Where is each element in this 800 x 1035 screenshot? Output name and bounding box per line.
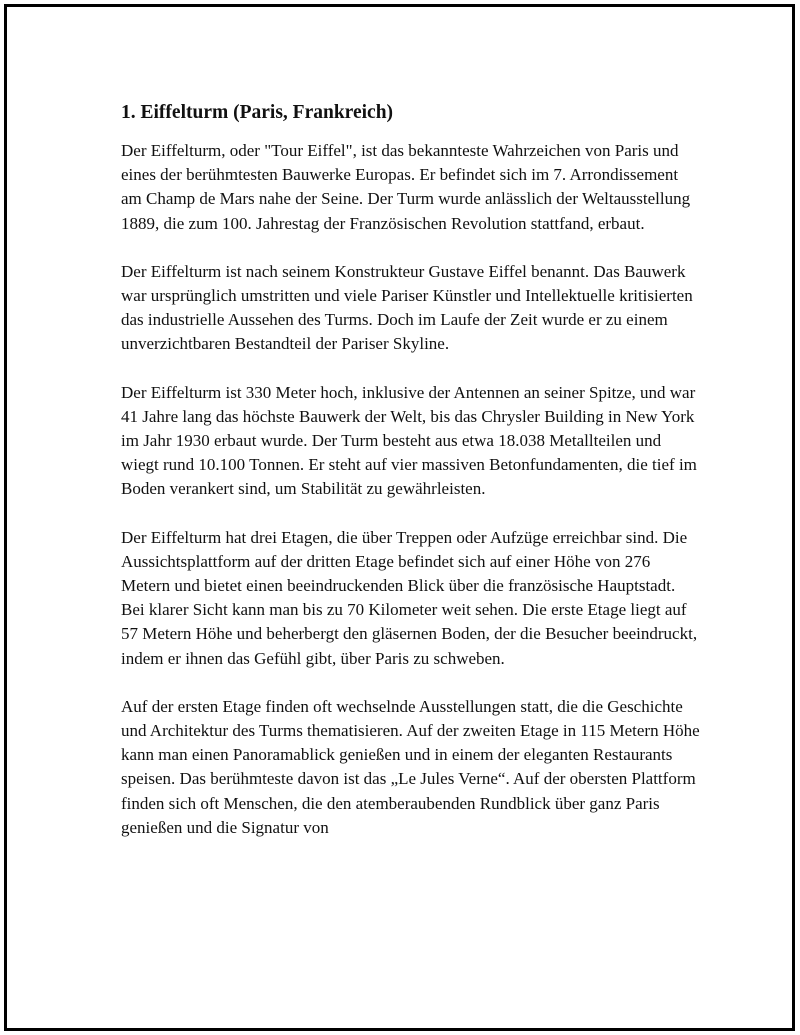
page-frame: [4, 4, 795, 1031]
document-heading: 1. Eiffelturm (Paris, Frankreich): [121, 102, 394, 123]
paragraph-4: Der Eiffelturm hat drei Etagen, die über Treppen oder Aufzüge erreichbar sind. Die Aussichtsplattform auf der dritten Etage befindet sich auf einer Höhe von 276 Metern und bietet einen beeindruckenden Blick über die französische Hauptstadt. Bei klarer Sicht kann man bis zu 70 Kilometer weit sehen. Die erste Etage liegt auf 57 Metern Höhe und beherbergt den gläsernen Boden, der die Besucher beeindruckt, indem er ihnen das Gefühl gibt, über Paris zu schweben.: [121, 527, 698, 668]
paragraph-1: Der Eiffelturm, oder "Tour Eiffel", ist das bekannteste Wahrzeichen von Paris und eines der berühmtesten Bauwerke Europas. Er befindet sich im 7. Arrondissement am Champ de Mars nahe der Seine. Der Turm wurde anlässlich der Weltausstellung 1889, die zum 100. Jahrestag der Französischen Revolution stattfand, erbaut.: [121, 141, 691, 233]
paragraph-3: Der Eiffelturm ist 330 Meter hoch, inklusive der Antennen an seiner Spitze, und war 41 Jahre lang das höchste Bauwerk der Welt, bis das Chrysler Building in New York im Jahr 1930 erbaut wurde. Der Turm besteht aus etwa 18.038 Metallteilen und wiegt rund 10.100 Tonnen. Er steht auf vier massiven Betonfundamenten, die tief im Boden verankert sind, um Stabilität zu gewährleisten.: [121, 382, 697, 499]
paragraph-2: Der Eiffelturm ist nach seinem Konstrukteur Gustave Eiffel benannt. Das Bauwerk war ursprünglich umstritten und viele Pariser Künstler und Intellektuelle kritisierten das industrielle Aussehen des Turms. Doch im Laufe der Zeit wurde er zu einem unverzichtbaren Bestandteil der Pariser Skyline.: [121, 261, 693, 354]
document-body: [121, 100, 701, 864]
paragraph-5: Auf der ersten Etage finden oft wechselnde Ausstellungen statt, die die Geschichte und Architektur des Turms thematisieren. Auf der zweiten Etage in 115 Metern Höhe kann man einen Panoramablick genießen und in einem der eleganten Restaurants speisen. Das berühmteste davon ist das „Le Jules Verne“. Auf der obersten Plattform finden sich oft Menschen, die den atemberaubenden Rundblick über ganz Paris genießen und die Signatur von: [121, 696, 700, 837]
